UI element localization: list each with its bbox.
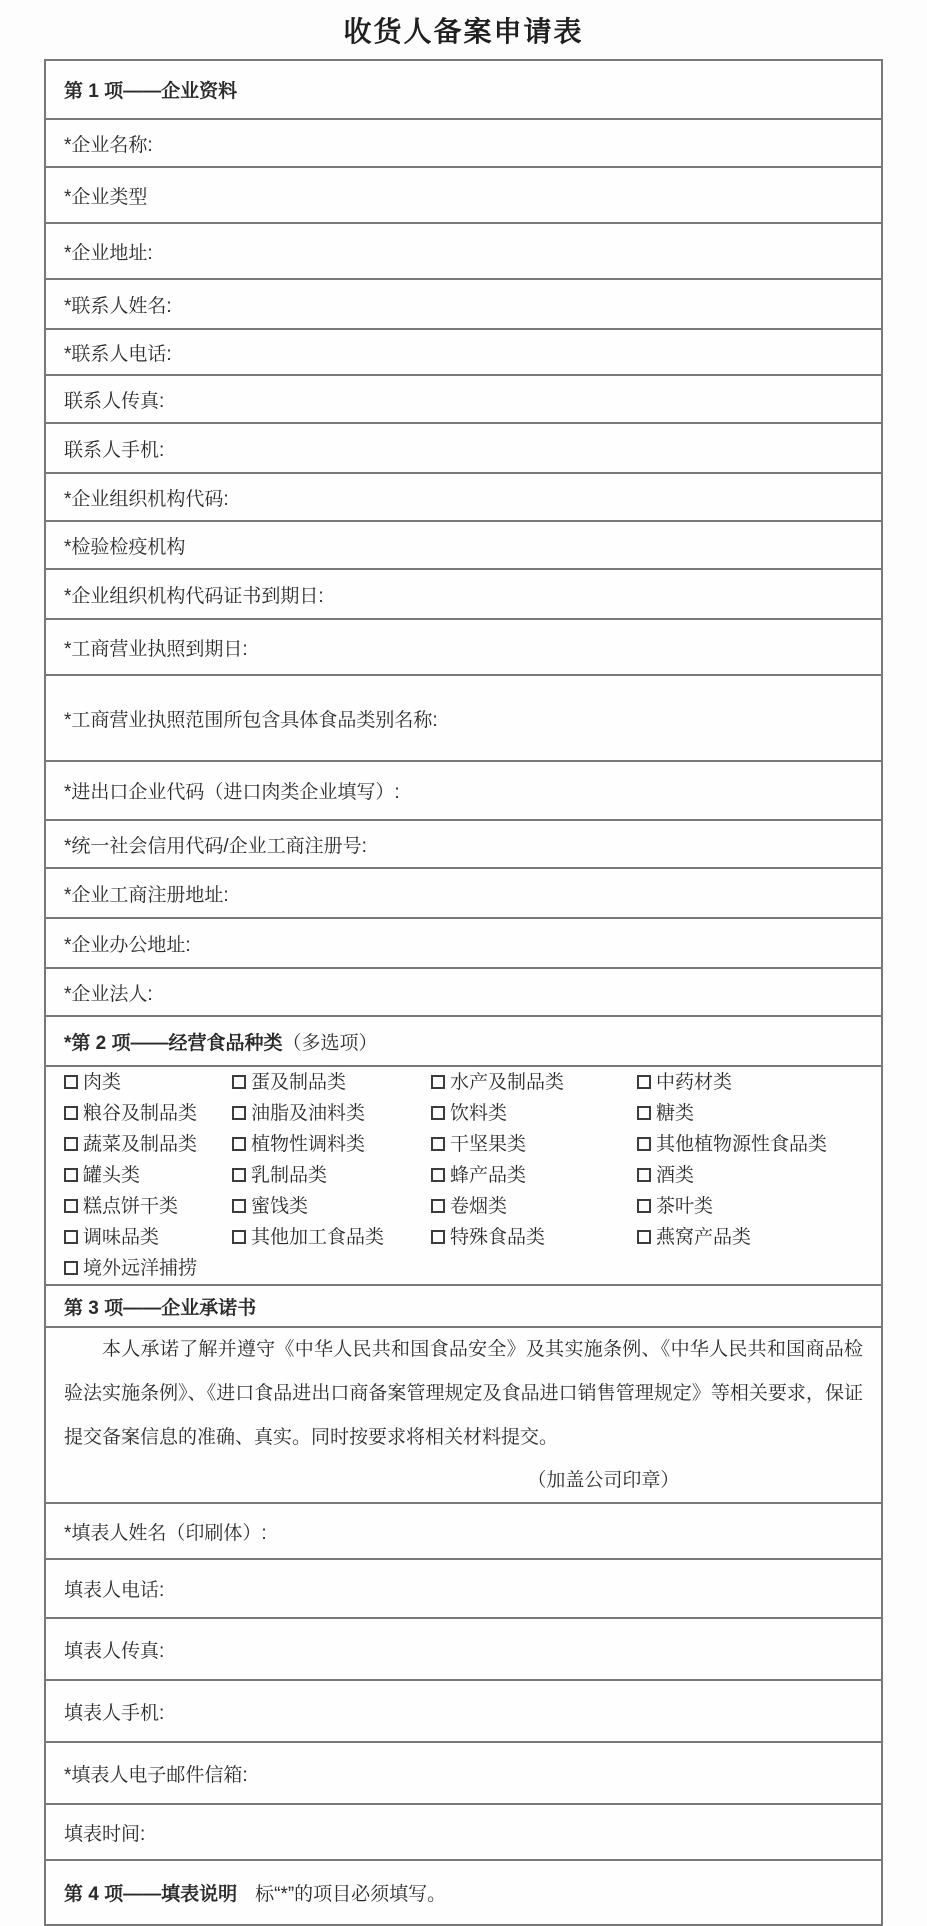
checkbox-icon[interactable] (637, 1230, 651, 1244)
checkbox-icon[interactable] (431, 1199, 445, 1213)
food-category-option[interactable] (637, 1222, 863, 1253)
food-category-option[interactable] (232, 1098, 431, 1129)
food-category-label: 油脂及油料类 (251, 1103, 366, 1124)
field-preparer-mobile: 填表人手机: (45, 1680, 882, 1742)
field-fill-date: 填表时间: (45, 1804, 882, 1860)
field-company-address: *企业地址: (45, 223, 882, 279)
section2-header (45, 1016, 882, 1066)
food-category-option[interactable] (431, 1129, 637, 1160)
checkbox-icon[interactable] (637, 1106, 651, 1120)
section1-header: 第 1 项——企业资料 (45, 60, 882, 119)
pledge-cell (45, 1327, 882, 1503)
food-category-option[interactable] (637, 1129, 863, 1160)
food-category-label: 植物性调料类 (251, 1134, 366, 1155)
food-category-label: 干坚果类 (450, 1134, 527, 1155)
section4-note: 标“*”的项目必须填写。 (255, 1884, 447, 1905)
food-category-option[interactable] (64, 1191, 232, 1222)
checkbox-icon[interactable] (64, 1199, 78, 1213)
checkbox-icon[interactable] (431, 1230, 445, 1244)
food-category-option[interactable] (232, 1222, 431, 1253)
checkbox-icon[interactable] (637, 1199, 651, 1213)
checkbox-icon[interactable] (431, 1075, 445, 1089)
checkbox-icon[interactable] (232, 1199, 246, 1213)
checkbox-icon[interactable] (64, 1106, 78, 1120)
field-registered-address: *企业工商注册地址: (45, 868, 882, 918)
checkbox-icon[interactable] (232, 1137, 246, 1151)
checkbox-icon[interactable] (64, 1230, 78, 1244)
field-contact-name: *联系人姓名: (45, 279, 882, 329)
food-category-label: 罐头类 (83, 1165, 141, 1186)
checkbox-icon[interactable] (64, 1168, 78, 1182)
checkbox-icon[interactable] (431, 1168, 445, 1182)
food-category-label: 饮料类 (450, 1103, 508, 1124)
food-category-option[interactable] (637, 1160, 863, 1191)
section4-header (45, 1860, 882, 1925)
checkbox-icon[interactable] (431, 1137, 445, 1151)
food-category-option[interactable] (431, 1222, 637, 1253)
section3-header: 第 3 项——企业承诺书 (45, 1285, 882, 1327)
food-category-option[interactable] (431, 1098, 637, 1129)
food-category-option[interactable] (64, 1098, 232, 1129)
food-category-option[interactable] (232, 1129, 431, 1160)
section4-header-title: 第 4 项——填表说明 (64, 1884, 238, 1905)
food-category-label: 燕窝产品类 (656, 1227, 752, 1248)
food-category-label: 乳制品类 (251, 1165, 328, 1186)
food-category-label: 茶叶类 (656, 1196, 714, 1217)
food-category-option[interactable] (431, 1160, 637, 1191)
food-category-label: 糖类 (656, 1103, 695, 1124)
food-category-option[interactable] (64, 1129, 232, 1160)
food-category-option[interactable] (637, 1191, 863, 1222)
field-contact-mobile: 联系人手机: (45, 423, 882, 473)
food-category-option[interactable] (64, 1253, 232, 1284)
company-seal-note: （加盖公司印章） (527, 1470, 680, 1491)
food-category-label: 糕点饼干类 (83, 1196, 179, 1217)
field-import-export-code: *进出口企业代码（进口肉类企业填写）: (45, 761, 882, 820)
checkbox-icon[interactable] (64, 1075, 78, 1089)
food-category-label: 境外远洋捕捞 (83, 1258, 198, 1279)
field-uscc-number: *统一社会信用代码/企业工商注册号: (45, 820, 882, 868)
food-category-label: 调味品类 (83, 1227, 160, 1248)
food-category-label: 卷烟类 (450, 1196, 508, 1217)
food-category-option[interactable] (232, 1160, 431, 1191)
food-category-label: 蛋及制品类 (251, 1072, 347, 1093)
food-category-label: 水产及制品类 (450, 1072, 565, 1093)
food-category-option[interactable] (232, 1067, 431, 1098)
checkbox-icon[interactable] (232, 1075, 246, 1089)
page-title: 收货人备案申请表 (343, 16, 584, 47)
food-category-label: 蜜饯类 (251, 1196, 309, 1217)
food-categories-cell (45, 1066, 882, 1285)
food-category-option[interactable] (64, 1067, 232, 1098)
checkbox-icon[interactable] (232, 1168, 246, 1182)
food-category-option[interactable] (431, 1067, 637, 1098)
food-category-label: 酒类 (656, 1165, 695, 1186)
field-preparer-email: *填表人电子邮件信箱: (45, 1742, 882, 1804)
checkbox-icon[interactable] (637, 1137, 651, 1151)
food-category-label: 其他加工食品类 (251, 1227, 385, 1248)
checkbox-icon[interactable] (431, 1106, 445, 1120)
field-legal-person: *企业法人: (45, 968, 882, 1016)
checkbox-icon[interactable] (64, 1261, 78, 1275)
section2-header-title: *第 2 项——经营食品种类 (64, 1032, 283, 1054)
food-category-grid (64, 1067, 863, 1284)
field-office-address: *企业办公地址: (45, 918, 882, 968)
field-preparer-name: *填表人姓名（印刷体）: (45, 1503, 882, 1559)
food-category-label: 粮谷及制品类 (83, 1103, 198, 1124)
food-category-label: 蜂产品类 (450, 1165, 527, 1186)
field-inspection-agency: *检验检疫机构 (45, 521, 882, 569)
checkbox-icon[interactable] (232, 1106, 246, 1120)
checkbox-icon[interactable] (637, 1168, 651, 1182)
food-category-option[interactable] (64, 1222, 232, 1253)
food-category-label: 其他植物源性食品类 (656, 1134, 828, 1155)
application-form (44, 59, 883, 1926)
food-category-option[interactable] (431, 1191, 637, 1222)
checkbox-icon[interactable] (637, 1075, 651, 1089)
checkbox-icon[interactable] (64, 1137, 78, 1151)
field-contact-phone: *联系人电话: (45, 329, 882, 375)
food-category-label: 中药材类 (656, 1072, 733, 1093)
field-preparer-phone: 填表人电话: (45, 1559, 882, 1618)
food-category-option[interactable] (637, 1098, 863, 1129)
food-category-option[interactable] (64, 1160, 232, 1191)
field-company-name: *企业名称: (45, 119, 882, 167)
field-preparer-fax: 填表人传真: (45, 1618, 882, 1680)
field-contact-fax: 联系人传真: (45, 375, 882, 423)
field-business-license-expiry: *工商营业执照到期日: (45, 619, 882, 675)
checkbox-icon[interactable] (232, 1230, 246, 1244)
field-license-food-scope: *工商营业执照范围所包含具体食品类别名称: (45, 675, 882, 761)
food-category-option[interactable] (637, 1067, 863, 1098)
field-company-type: *企业类型 (45, 167, 882, 223)
food-category-option[interactable] (232, 1191, 431, 1222)
food-category-label: 肉类 (83, 1072, 122, 1093)
food-category-label: 特殊食品类 (450, 1227, 546, 1248)
section2-header-note: （多选项） (282, 1032, 378, 1054)
pledge-text: 本人承诺了解并遵守《中华人民共和国食品安全》及其实施条例、《中华人民共和国商品检验法实施条例》、《进口食品进出口商备案管理规定及食品进口销售管理规定》等相关要求，保证提交备案信息的准确、真实。同时按要求将相关材料提交。 (64, 1339, 863, 1448)
field-org-code-expiry: *企业组织机构代码证书到期日: (45, 569, 882, 619)
field-org-code: *企业组织机构代码: (45, 473, 882, 521)
food-category-label: 蔬菜及制品类 (83, 1134, 198, 1155)
